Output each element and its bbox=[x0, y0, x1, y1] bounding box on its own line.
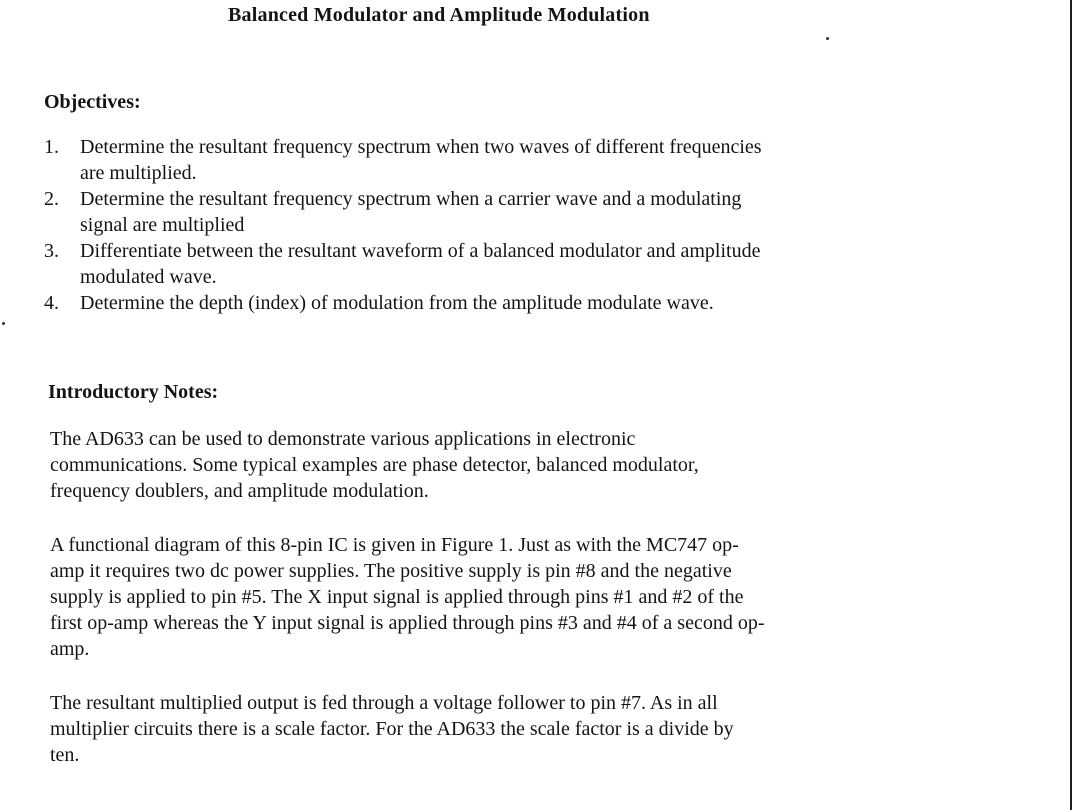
scan-speck bbox=[826, 37, 829, 40]
objective-text: Differentiate between the resultant waveform of a balanced modulator and amplitude modulated wave. bbox=[80, 240, 761, 288]
notes-paragraph: The resultant multiplied output is fed through a voltage follower to pin #7. As in all multiplier circuits there is a scale factor. For the AD633 the scale factor is a divide by ten. bbox=[50, 692, 734, 766]
objective-text: Determine the resultant frequency spectrum when a carrier wave and a modulating signal are multiplied bbox=[80, 188, 742, 236]
objective-number: 4. bbox=[44, 292, 59, 314]
objective-number: 3. bbox=[44, 240, 59, 262]
notes-heading: Introductory Notes: bbox=[48, 381, 219, 403]
objective-text: Determine the depth (index) of modulation from the amplitude modulate wave. bbox=[80, 292, 714, 314]
document-title: Balanced Modulator and Amplitude Modulation bbox=[228, 4, 650, 26]
scan-speck bbox=[2, 322, 5, 325]
objectives-heading: Objectives: bbox=[44, 91, 141, 113]
page-edge bbox=[1070, 0, 1072, 810]
notes-paragraph: The AD633 can be used to demonstrate various applications in electronic communications. Some typical examples are phase detector, balanced modulator, frequency doublers, and amplitude modulation. bbox=[50, 428, 699, 502]
objectives-list bbox=[44, 134, 924, 316]
objective-item bbox=[44, 290, 924, 316]
objective-text: Determine the resultant frequency spectrum when two waves of different frequencies are multiplied. bbox=[80, 136, 762, 184]
objective-number: 1. bbox=[44, 136, 59, 158]
objective-number: 2. bbox=[44, 188, 59, 210]
objective-item bbox=[44, 238, 924, 290]
objective-item bbox=[44, 134, 924, 186]
notes-paragraph: A functional diagram of this 8-pin IC is given in Figure 1. Just as with the MC747 op- amp it requires two dc power supplies. The positive supply is pin #8 and the negative supply is applied to pin #5. The X input signal is applied through pins #1 and #2 of the first op-amp whereas the Y input signal is applied through pins #3 and #4 of a second op- amp. bbox=[50, 534, 765, 660]
objective-item bbox=[44, 186, 924, 238]
